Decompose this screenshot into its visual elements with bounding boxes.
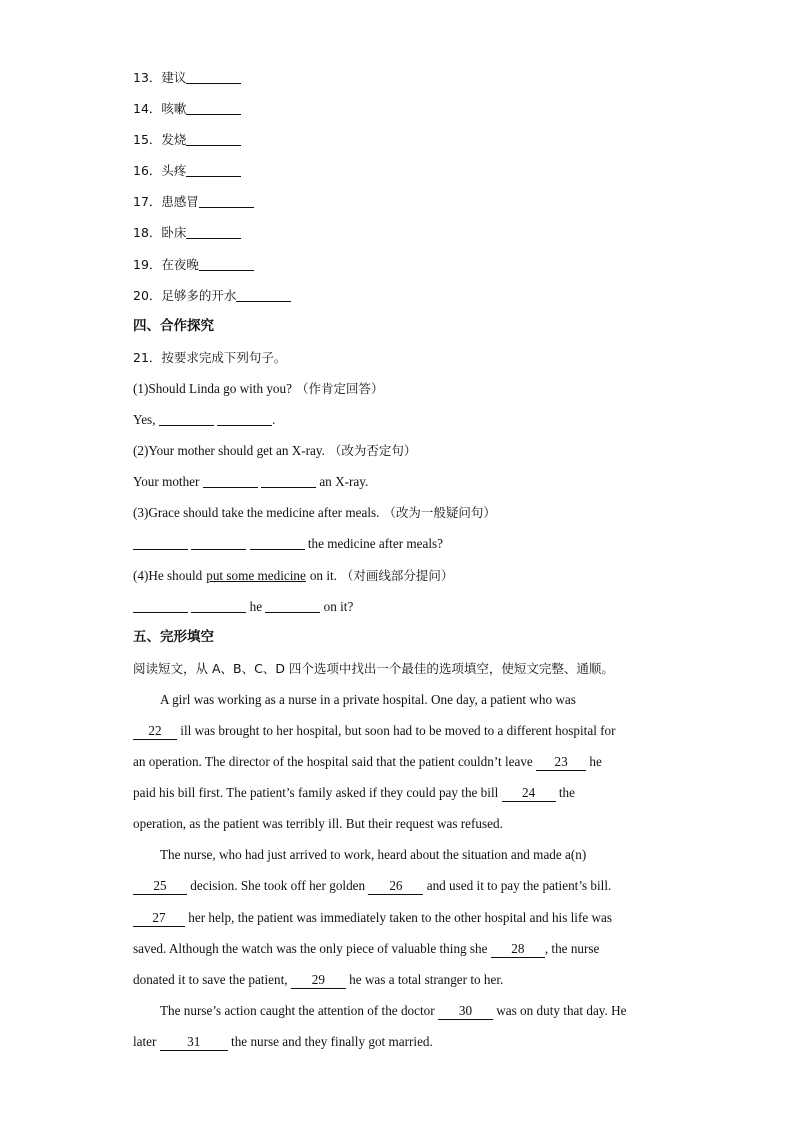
passage-line <box>133 1026 673 1057</box>
sentence-prompt <box>133 560 673 591</box>
vocab-label: 19．在夜晚 <box>133 256 199 272</box>
answer-suffix: the medicine after meals? <box>307 536 443 552</box>
passage-text: The nurse’s action caught the attention of the doctor <box>160 1002 435 1018</box>
answer-suffix: on it? <box>323 598 354 614</box>
passage-text: her help, the patient was immediately taken to the other hospital and his life was <box>188 909 613 925</box>
vocab-item <box>133 217 673 248</box>
vocab-label: 13．建议 <box>133 70 187 85</box>
sentence-prompt <box>133 373 673 404</box>
prompt-text: (3)Grace should take the medicine after meals. <box>133 505 380 521</box>
passage-line <box>133 870 673 901</box>
answer-blank[interactable] <box>261 473 316 488</box>
passage-line <box>133 715 673 746</box>
passage-text: the nurse and they finally got married. <box>231 1033 433 1049</box>
passage-text: ill was brought to her hospital, but soon had to be moved to a different hospital for <box>180 722 616 738</box>
answer-blank[interactable] <box>203 473 258 488</box>
cloze-blank-26[interactable]: 26 <box>368 879 423 895</box>
answer-blank[interactable] <box>159 411 214 426</box>
sentence-answer <box>133 466 673 497</box>
passage-text: was on duty that day. He <box>496 1002 627 1018</box>
vocab-item <box>133 186 673 217</box>
cloze-blank-30[interactable]: 30 <box>438 1004 493 1020</box>
section-heading: 四、合作探究 <box>133 317 214 334</box>
passage-text: , the nurse <box>544 940 600 956</box>
answer-blank[interactable] <box>133 535 188 550</box>
answer-blank[interactable] <box>186 69 241 84</box>
prompt-text: (1)Should Linda go with you? <box>133 380 292 396</box>
sentence-prompt <box>133 497 673 528</box>
vocab-label: 20．足够多的开水 <box>133 287 237 303</box>
prompt-hint: （改为否定句） <box>328 443 417 459</box>
sentence-answer <box>133 528 673 559</box>
prompt-hint: （改为一般疑问句） <box>383 505 496 521</box>
cloze-blank-29[interactable]: 29 <box>291 973 346 989</box>
passage-line <box>133 995 673 1026</box>
answer-blank[interactable] <box>186 100 241 115</box>
passage-line: operation, as the patient was terribly ill. But their request was refused. <box>133 816 503 832</box>
vocab-label: 16．头疼 <box>133 163 187 179</box>
answer-prefix: Your mother <box>133 474 200 490</box>
passage-line <box>133 777 673 808</box>
prompt-text: on it. <box>309 567 337 583</box>
answer-blank[interactable] <box>186 162 241 177</box>
section-heading: 五、完形填空 <box>133 628 214 645</box>
passage-line <box>133 933 673 964</box>
passage-text: and used it to pay the patient’s bill. <box>426 878 612 894</box>
passage-text: the <box>558 785 575 801</box>
sentence-prompt <box>133 435 673 466</box>
passage-line <box>133 902 673 933</box>
cloze-blank-23[interactable]: 23 <box>536 755 586 771</box>
vocab-item <box>133 155 673 186</box>
answer-blank[interactable] <box>186 131 241 146</box>
prompt-text: (2)Your mother should get an X-ray. <box>133 443 325 459</box>
answer-blank[interactable] <box>191 535 246 550</box>
passage-text: he was a total stranger to her. <box>349 971 504 987</box>
sentence-answer: Yes, . <box>133 412 276 428</box>
passage-text: saved. Although the watch was the only piece of valuable thing she <box>133 940 488 956</box>
vocab-item <box>133 124 673 155</box>
vocab-item <box>133 249 673 280</box>
passage-text: paid his bill first. The patient’s family asked if they could pay the bill <box>133 785 499 801</box>
answer-blank[interactable] <box>191 598 246 613</box>
vocab-item <box>133 280 673 311</box>
answer-blank[interactable] <box>186 224 241 239</box>
answer-blank[interactable] <box>265 598 320 613</box>
passage-text: decision. She took off her golden <box>190 878 366 894</box>
question-stem: 21．按要求完成下列句子。 <box>133 349 287 365</box>
answer-blank[interactable] <box>250 535 305 550</box>
vocab-item <box>133 62 673 93</box>
cloze-blank-25[interactable]: 25 <box>133 879 187 895</box>
vocab-label: 17．患感冒 <box>133 194 199 210</box>
answer-mid: he <box>249 598 263 614</box>
passage-line: A girl was working as a nurse in a private hospital. One day, a patient who was <box>160 691 576 707</box>
sentence-answer <box>133 591 673 622</box>
instruction-text: 阅读短文，从 A、B、C、D 四个选项中找出一个最佳的选项填空，使短文完整、通顺。 <box>133 660 614 676</box>
cloze-blank-31[interactable]: 31 <box>160 1035 228 1051</box>
passage-line <box>133 746 673 777</box>
answer-blank[interactable] <box>199 256 254 271</box>
passage-line <box>133 964 673 995</box>
cloze-blank-22[interactable]: 22 <box>133 724 177 740</box>
answer-prefix: Yes, <box>133 412 156 428</box>
passage-text: he <box>589 754 602 770</box>
prompt-text: (4)He should <box>133 567 203 583</box>
prompt-hint: （作肯定回答） <box>295 380 384 396</box>
underlined-phrase: put some medicine <box>206 567 306 583</box>
cloze-blank-27[interactable]: 27 <box>133 911 185 927</box>
answer-blank[interactable] <box>199 193 254 208</box>
vocab-label: 18．卧床 <box>133 225 187 241</box>
passage-text: an operation. The director of the hospital said that the patient couldn’t leave <box>133 754 533 770</box>
answer-blank[interactable] <box>133 598 188 613</box>
answer-blank[interactable] <box>236 287 291 302</box>
cloze-blank-24[interactable]: 24 <box>502 786 556 802</box>
vocab-label: 15．发烧 <box>133 132 187 148</box>
vocab-label: 14．咳嗽 <box>133 101 187 117</box>
passage-line: The nurse, who had just arrived to work, heard about the situation and made a(n) <box>160 847 587 863</box>
passage-text: later <box>133 1033 157 1049</box>
vocab-item <box>133 93 673 124</box>
document-page <box>133 62 673 1057</box>
answer-blank[interactable] <box>217 411 272 426</box>
prompt-hint: （对画线部分提问） <box>340 567 454 583</box>
passage-text: donated it to save the patient, <box>133 971 288 987</box>
answer-suffix: an X-ray. <box>319 474 369 490</box>
cloze-blank-28[interactable]: 28 <box>491 942 545 958</box>
